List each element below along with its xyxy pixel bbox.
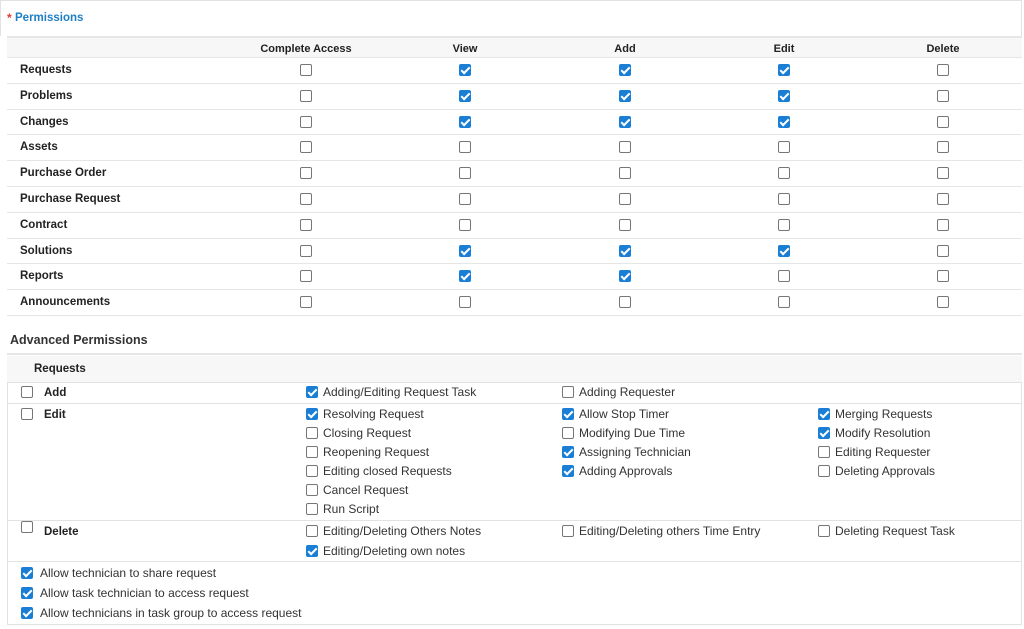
permission-row-assets (7, 135, 1022, 161)
edit-label: Edit (44, 409, 66, 421)
permission-row-label: Changes (20, 115, 69, 128)
contract-edit-checkbox[interactable] (778, 219, 790, 231)
requests-group-title: Requests (34, 363, 86, 375)
option-label: Adding Requester (579, 385, 676, 399)
requests-view-checkbox[interactable] (459, 64, 471, 76)
checkbox[interactable] (562, 408, 574, 420)
announcements-edit-checkbox[interactable] (778, 296, 790, 308)
problems-view-checkbox[interactable] (459, 90, 471, 102)
option-label: Editing/Deleting Others Notes (323, 524, 482, 538)
permission-row-label: Requests (20, 64, 72, 76)
reports-complete-access-checkbox[interactable] (300, 270, 312, 282)
option-editing-requester[interactable] (818, 445, 930, 459)
checkbox[interactable] (21, 607, 33, 619)
checkbox[interactable] (562, 465, 574, 477)
permission-row-label: Purchase Request (20, 192, 121, 205)
option-label: Adding Approvals (579, 464, 673, 478)
changes-view-checkbox[interactable] (459, 116, 471, 128)
purchase-request-delete-checkbox[interactable] (937, 193, 949, 205)
problems-complete-access-checkbox[interactable] (300, 90, 312, 102)
column-header-add: Add (614, 43, 636, 55)
add-checkbox[interactable] (21, 386, 33, 398)
purchase-request-add-checkbox[interactable] (619, 193, 631, 205)
announcements-add-checkbox[interactable] (619, 296, 631, 308)
contract-view-checkbox[interactable] (459, 219, 471, 231)
announcements-view-checkbox[interactable] (459, 296, 471, 308)
purchase-request-view-checkbox[interactable] (459, 193, 471, 205)
permission-row-problems (7, 84, 1022, 110)
delete-label: Delete (44, 526, 79, 538)
checkbox[interactable] (818, 446, 830, 458)
option-label: Editing Requester (835, 445, 931, 459)
permission-row-requests (7, 58, 1022, 84)
add-label: Add (44, 387, 67, 399)
checkbox[interactable] (818, 465, 830, 477)
checkbox[interactable] (306, 427, 318, 439)
purchase-order-view-checkbox[interactable] (459, 167, 471, 179)
purchase-request-complete-access-checkbox[interactable] (300, 193, 312, 205)
assets-add-checkbox[interactable] (619, 141, 631, 153)
assets-edit-checkbox[interactable] (778, 141, 790, 153)
requests-delete-checkbox[interactable] (937, 64, 949, 76)
option-label: Allow technician to share request (40, 566, 217, 580)
option-allow-stop-timer[interactable] (562, 407, 669, 421)
checkbox[interactable] (306, 465, 318, 477)
column-header-complete-access: Complete Access (260, 43, 352, 55)
checkbox[interactable] (818, 408, 830, 420)
permission-row-announcements (7, 290, 1022, 316)
option-allow-technician-to-share-request[interactable] (21, 566, 216, 580)
checkbox[interactable] (306, 446, 318, 458)
advanced-permissions-title: Advanced Permissions (10, 333, 148, 347)
column-header-view: View (452, 43, 478, 55)
problems-delete-checkbox[interactable] (937, 90, 949, 102)
permission-row-label: Purchase Order (20, 167, 107, 180)
required-marker: * (7, 11, 12, 25)
option-cancel-request[interactable] (306, 483, 408, 497)
permissions-table-header (7, 38, 1022, 58)
assets-delete-checkbox[interactable] (937, 141, 949, 153)
solutions-view-checkbox[interactable] (459, 245, 471, 257)
checkbox[interactable] (306, 525, 318, 537)
permissions-rows (7, 58, 1022, 316)
announcements-delete-checkbox[interactable] (937, 296, 949, 308)
option-label: Deleting Request Task (835, 524, 955, 538)
permissions-section-header (0, 0, 1022, 36)
solutions-complete-access-checkbox[interactable] (300, 245, 312, 257)
permission-row-label: Reports (20, 270, 64, 283)
solutions-edit-checkbox[interactable] (778, 245, 790, 257)
option-merging-requests[interactable] (818, 407, 932, 421)
requests-group-header (7, 356, 1022, 383)
reports-add-checkbox[interactable] (619, 270, 631, 282)
checkbox[interactable] (21, 587, 33, 599)
option-editing-deleting-own-notes[interactable] (306, 544, 465, 558)
purchase-order-complete-access-checkbox[interactable] (300, 167, 312, 179)
column-header-delete: Delete (926, 43, 960, 55)
divider (7, 353, 1022, 355)
purchase-order-add-checkbox[interactable] (619, 167, 631, 179)
checkbox[interactable] (562, 525, 574, 537)
purchase-order-edit-checkbox[interactable] (778, 167, 790, 179)
checkbox[interactable] (21, 567, 33, 579)
purchase-order-delete-checkbox[interactable] (937, 167, 949, 179)
problems-edit-checkbox[interactable] (778, 90, 790, 102)
problems-add-checkbox[interactable] (619, 90, 631, 102)
option-adding-requester[interactable] (562, 385, 675, 399)
option-adding-editing-request-task[interactable] (306, 385, 476, 399)
option-modify-resolution[interactable] (818, 426, 930, 440)
requests-add-checkbox[interactable] (619, 64, 631, 76)
permission-row-changes (7, 110, 1022, 136)
delete-checkbox[interactable] (21, 521, 33, 533)
permission-row-purchase-request (7, 187, 1022, 213)
option-adding-approvals[interactable] (562, 464, 672, 478)
edit-checkbox[interactable] (21, 408, 33, 420)
permission-row-label: Problems (20, 89, 73, 102)
option-allow-task-technician-to-access-request[interactable] (21, 586, 249, 600)
changes-complete-access-checkbox[interactable] (300, 116, 312, 128)
permissions-title: Permissions (15, 12, 84, 24)
option-editing-closed-requests[interactable] (306, 464, 452, 478)
permission-row-contract (7, 213, 1022, 239)
checkbox[interactable] (306, 408, 318, 420)
permission-row-solutions (7, 239, 1022, 265)
contract-add-checkbox[interactable] (619, 219, 631, 231)
checkbox[interactable] (306, 545, 318, 557)
option-label: Modifying Due Time (579, 426, 686, 440)
announcements-complete-access-checkbox[interactable] (300, 296, 312, 308)
option-run-script[interactable] (306, 502, 379, 516)
option-label: Deleting Approvals (835, 464, 936, 478)
reports-edit-checkbox[interactable] (778, 270, 790, 282)
requests-edit-checkbox[interactable] (778, 64, 790, 76)
option-closing-request[interactable] (306, 426, 411, 440)
option-resolving-request[interactable] (306, 407, 424, 421)
edit-permission-block (7, 404, 1022, 521)
permission-row-label: Solutions (20, 244, 73, 257)
option-editing-deleting-others-time-entry[interactable] (562, 524, 760, 538)
option-label: Allow technicians in task group to access request (40, 606, 302, 620)
permission-row-label: Announcements (20, 296, 111, 309)
purchase-request-edit-checkbox[interactable] (778, 193, 790, 205)
add-permission-block (7, 383, 1022, 404)
option-label: Modify Resolution (835, 426, 931, 440)
permission-row-label: Assets (20, 141, 58, 154)
option-label: Closing Request (323, 426, 412, 440)
checkbox[interactable] (818, 427, 830, 439)
option-label: Reopening Request (323, 445, 430, 459)
option-label: Allow Stop Timer (579, 407, 670, 421)
column-header-edit: Edit (773, 43, 795, 55)
permission-row-purchase-order (7, 161, 1022, 187)
delete-permission-block (7, 521, 1022, 562)
checkbox[interactable] (562, 386, 574, 398)
solutions-delete-checkbox[interactable] (937, 245, 949, 257)
option-deleting-request-task[interactable] (818, 524, 955, 538)
permissions-table (7, 36, 1022, 316)
reports-view-checkbox[interactable] (459, 270, 471, 282)
requests-complete-access-checkbox[interactable] (300, 64, 312, 76)
option-assigning-technician[interactable] (562, 445, 691, 459)
option-label: Assigning Technician (579, 445, 691, 459)
assets-view-checkbox[interactable] (459, 141, 471, 153)
option-deleting-approvals[interactable] (818, 464, 935, 478)
checkbox[interactable] (306, 503, 318, 515)
option-label: Cancel Request (323, 483, 409, 497)
contract-complete-access-checkbox[interactable] (300, 219, 312, 231)
option-label: Allow task technician to access request (40, 586, 249, 600)
checkbox[interactable] (562, 446, 574, 458)
option-label: Adding/Editing Request Task (323, 385, 477, 399)
checkbox[interactable] (818, 525, 830, 537)
allow-options-block (7, 561, 1022, 625)
option-allow-technicians-in-task-group-to-access-request[interactable] (21, 606, 301, 620)
solutions-add-checkbox[interactable] (619, 245, 631, 257)
changes-edit-checkbox[interactable] (778, 116, 790, 128)
assets-complete-access-checkbox[interactable] (300, 141, 312, 153)
permission-row-reports (7, 264, 1022, 290)
option-reopening-request[interactable] (306, 445, 429, 459)
option-label: Editing closed Requests (323, 464, 452, 478)
option-label: Merging Requests (835, 407, 933, 421)
reports-delete-checkbox[interactable] (937, 270, 949, 282)
checkbox[interactable] (562, 427, 574, 439)
checkbox[interactable] (306, 484, 318, 496)
changes-delete-checkbox[interactable] (937, 116, 949, 128)
option-label: Run Script (323, 502, 380, 516)
checkbox[interactable] (306, 386, 318, 398)
option-label: Resolving Request (323, 407, 424, 421)
option-editing-deleting-others-notes[interactable] (306, 524, 481, 538)
changes-add-checkbox[interactable] (619, 116, 631, 128)
option-label: Editing/Deleting others Time Entry (579, 524, 761, 538)
option-modifying-due-time[interactable] (562, 426, 685, 440)
contract-delete-checkbox[interactable] (937, 219, 949, 231)
option-label: Editing/Deleting own notes (323, 544, 466, 558)
permission-row-label: Contract (20, 218, 68, 231)
